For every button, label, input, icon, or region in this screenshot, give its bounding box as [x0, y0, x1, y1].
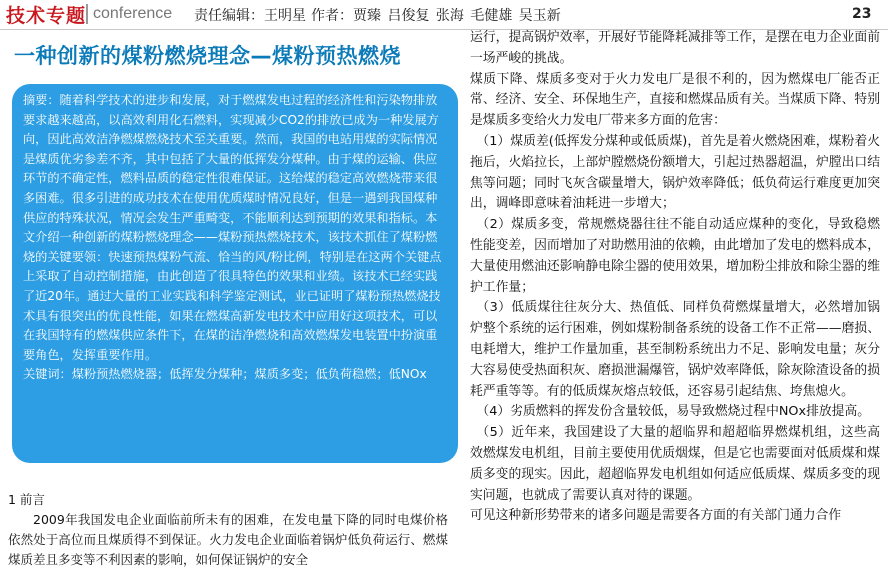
list-item: （1）煤质差(低挥发分煤种或低质煤)，首先是着火燃烧困难，煤粉着火拖后，火焰拉长，上部炉膛燃烧份额增大，引起过热器超温，炉膛出口结焦等问题；同时飞灰含碳量增大，锅炉效率降低；低负荷运行难度更加突出，调峰即意味着油耗进一步增大； [470, 133, 880, 212]
paragraph: 可见这种新形势带来的诸多问题是需要各方面的有关部门通力合作 [470, 508, 842, 524]
list-item: （4）劣质燃料的挥发份含量较低，易导致燃烧过程中NOx排放提高。 [476, 404, 871, 420]
list-item: （5）近年来，我国建设了大量的超临界和超超临界燃煤机组，这些高效燃煤发电机组，目前主要使用优质烟煤，但是它也需要面对低质煤和煤质多变的现实。因此，超超临界发电机组如何适应低质煤、煤质多变的现实问题，也就成了需要认真对待的课题。 [470, 425, 880, 503]
editor-credit: 责任编辑：王明星 [194, 8, 306, 24]
section-name: 技术专题 [6, 5, 87, 27]
paragraph: 运行，提高锅炉效率，开展好节能降耗减排等工作，是摆在电力企业面前一场严峻的挑战。 [470, 30, 880, 66]
abstract-box [12, 84, 458, 463]
page-number: 23 [852, 6, 872, 22]
article-title: 一种创新的煤粉燃烧理念—煤粉预热燃烧 [14, 44, 401, 68]
list-item: （2）煤质多变，常规燃烧器往往不能自动适应煤种的变化，导致稳燃性能变差，因而增加了对助燃用油的依赖，由此增加了发电的燃料成本，大量使用燃油还影响静电除尘器的使用效果，增加粉尘排放和除尘器的维护工作量； [470, 217, 880, 295]
intro-paragraph: 2009年我国发电企业面临前所未有的困难，在发电量下降的同时电煤价格依然处于高位而且煤质得不到保证。火力发电企业面临着锅炉低负荷运行、燃煤煤质差且多变等不利因素的影响，如何保证锅炉的安全 [8, 512, 448, 567]
keywords: 关键词：煤粉预热燃烧器；低挥发分煤种；煤质多变；低负荷稳燃；低NOx [23, 367, 427, 382]
author-list: 作者：贾臻 吕俊复 张海 毛健雄 吴玉新 [311, 8, 561, 24]
body-column-left [8, 490, 448, 570]
section-heading: 1 前言 [8, 492, 45, 507]
abstract-text: 摘要：随着科学技术的进步和发展，对于燃煤发电过程的经济性和污染物排放要求越来越高，以高效利用化石燃料，实现减少CO2的排放已成为一种发展方向，因此高效洁净燃煤燃烧技术至关重要。然而，我国的电站用煤的实际情况是煤质优劣参差不齐，其中包括了大量的低挥发分煤种。由于煤的运输、供应环节的不确定性，燃料品质的稳定性很难保证。这给煤的稳定高效燃烧带来很多困难。很多引进的成功技术在使用优质煤时情况良好，但是一遇到我国煤种供应的特殊状况，情况会发生严重畸变，不能顺利达到预期的效果和指标。本文介绍一种创新的煤粉燃烧理念——煤粉预热燃烧技术，该技术抓住了煤粉燃烧的关键要领：快速预热煤粉气流、恰当的风/粉比例，特别是在这两个关键点上采取了自动控制措施，由此创造了很具特色的效果和业绩。该技术已经实践了近20年。通过大量的工业实践和科学鉴定测试，业已证明了煤粉预热燃烧技术具有很突出的优良性能，如果在燃煤高新发电技术中应用好这项技术，可以在我国特有的燃煤供应条件下，在煤的洁净燃烧和高效燃煤发电装置中扮演重要角色，发挥重要作用。 [23, 93, 442, 362]
list-item: （3）低质煤往往灰分大、热值低、同样负荷燃煤量增大，必然增加锅炉整个系统的运行困难，例如煤粉制备系统的设备工作不正常——磨损、电耗增大，维护工作量加重，甚至制粉系统出力不足、影响发电量；灰分大容易使受热面积灰、磨损泄漏爆管，锅炉效率降低，除灰除渣设备的损耗严重等等。有的低质煤灰熔点较低，还容易引起结焦、垮焦熄火。 [470, 300, 880, 399]
section-name-en: conference [86, 4, 172, 24]
page-header [0, 0, 888, 30]
body-column-right [470, 28, 880, 588]
paragraph: 煤质下降、煤质多变对于火力发电厂是很不利的，因为燃煤电厂能否正常、经济、安全、环保地生产，直接和燃煤品质有关。当煤质下降、特别是煤质多变给火力发电厂带来多方面的危害： [470, 71, 880, 129]
